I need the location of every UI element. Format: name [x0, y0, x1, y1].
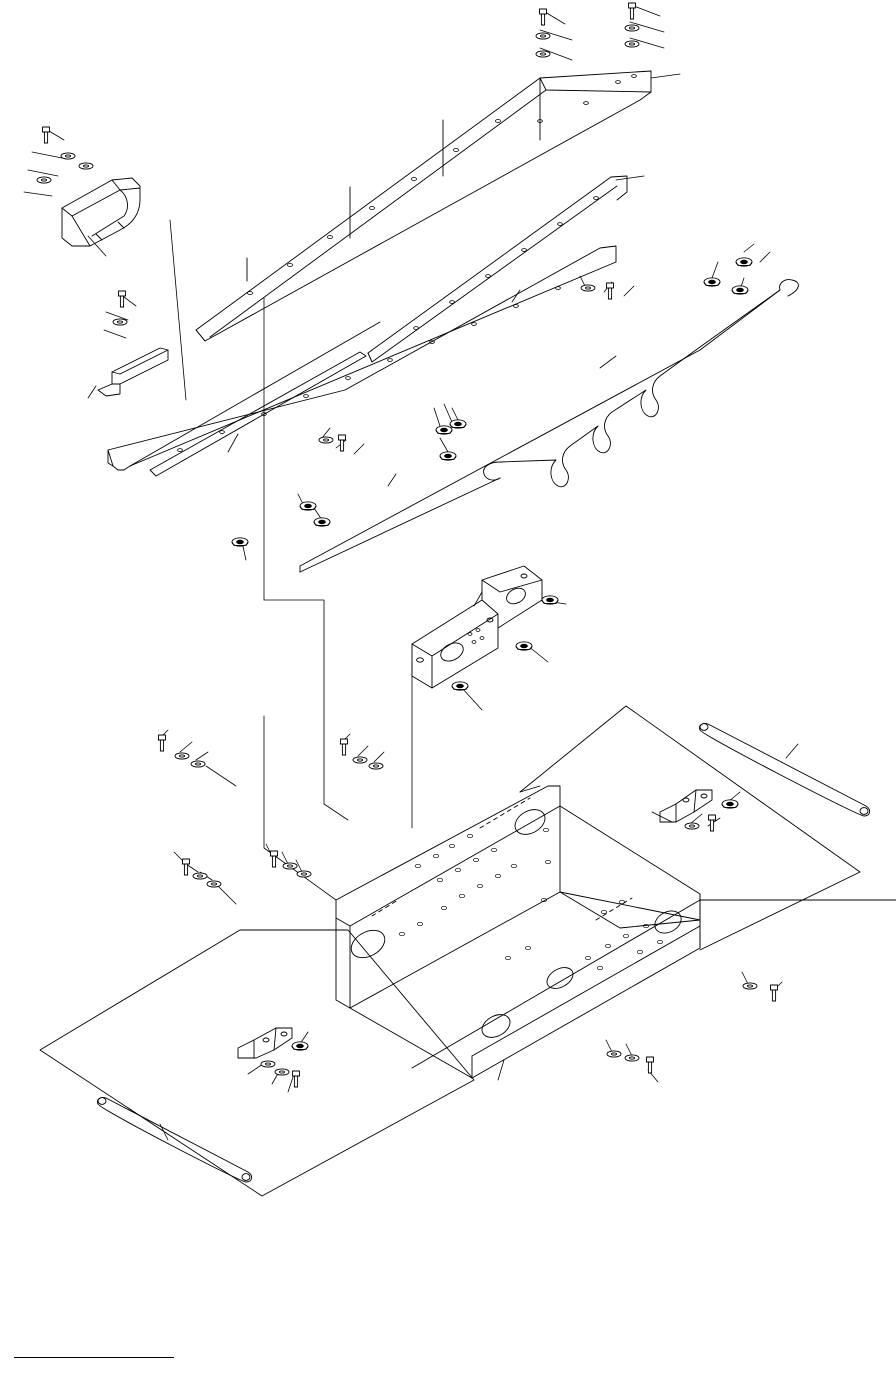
mid-rail-part — [368, 176, 627, 362]
fastener-stack-4 — [113, 291, 127, 325]
fastener-stack-2 — [625, 3, 639, 47]
fastener-stack-16 — [183, 859, 222, 887]
fastener-stack-15 — [341, 739, 384, 769]
fastener-stack-10 — [232, 538, 248, 546]
fastener-stack-1 — [536, 9, 550, 57]
footer-divider — [14, 1357, 174, 1358]
fastener-stack-11 — [542, 596, 558, 604]
left-clip-part — [98, 348, 168, 396]
clip-right-lower-part — [660, 790, 712, 822]
lower-left-plate-part — [40, 930, 474, 1196]
fastener-stack-6 — [704, 258, 752, 294]
fastener-stack-7 — [319, 435, 346, 451]
fastener-stack-12 — [516, 642, 532, 650]
leader-lines — [24, 6, 798, 1140]
mid-angle-plate-part — [412, 566, 542, 688]
left-bracket-part — [62, 178, 140, 246]
wire-guard-part — [300, 280, 798, 572]
fastener-stack-20 — [607, 1051, 654, 1073]
rod-lower-left-part — [97, 1097, 251, 1182]
fastener-stack-17 — [271, 851, 312, 877]
clip-left-lower-part — [238, 1028, 292, 1058]
fastener-stack-8 — [436, 420, 466, 460]
lower-right-plate-part — [412, 900, 896, 1068]
fastener-stack-18 — [685, 800, 738, 831]
fastener-stack-9 — [300, 502, 330, 526]
fastener-stack-5 — [581, 283, 614, 299]
fastener-stack-21 — [261, 1042, 308, 1087]
fastener-stack-13 — [452, 682, 468, 690]
inner-rail-part — [150, 352, 366, 476]
fastener-stack-19 — [743, 983, 778, 1001]
